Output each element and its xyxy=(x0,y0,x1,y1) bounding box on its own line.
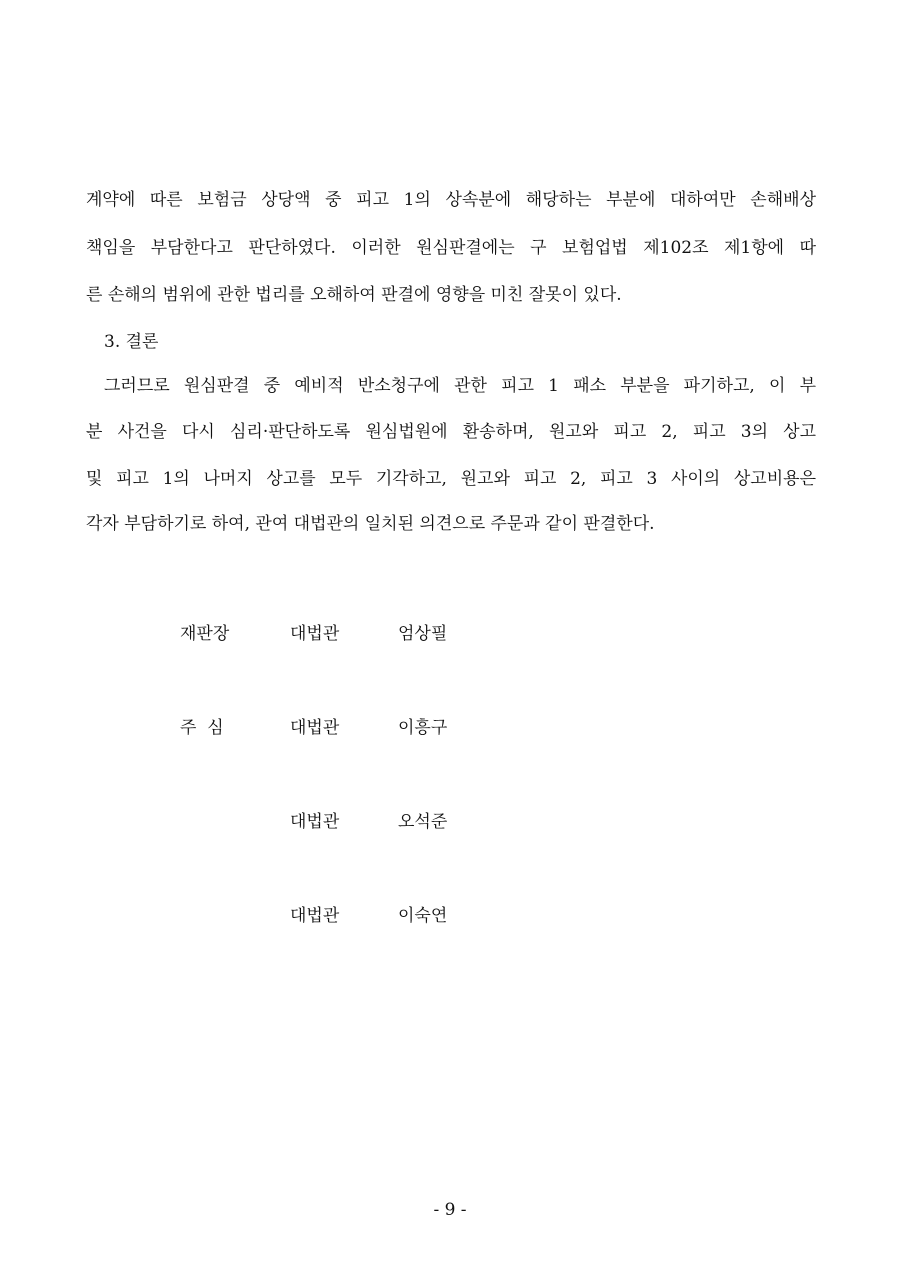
signature-role: 주 심 xyxy=(180,718,224,738)
paragraph-line: 계약에 따른 보험금 상당액 중 피고 1의 상속분에 해당하는 부분에 대하여만 손해배상 xyxy=(86,190,816,210)
page-number: - 9 - xyxy=(433,1200,467,1220)
signature-title: 대법관 xyxy=(290,812,340,832)
signature-role: 재판장 xyxy=(180,624,230,644)
signature-name: 오석준 xyxy=(398,812,448,832)
paragraph-line: 책임을 부담한다고 판단하였다. 이러한 원심판결에는 구 보험업법 제102조 제1항에 따 xyxy=(86,238,816,258)
paragraph-line: 각자 부담하기로 하여, 관여 대법관의 일치된 의견으로 주문과 같이 판결한다. xyxy=(86,514,655,534)
section-heading: 3. 결론 xyxy=(104,332,159,352)
signature-title: 대법관 xyxy=(290,906,340,926)
signature-title: 대법관 xyxy=(290,718,340,738)
signature-name: 엄상필 xyxy=(398,624,448,644)
paragraph-line: 른 손해의 범위에 관한 법리를 오해하여 판결에 영향을 미친 잘못이 있다. xyxy=(86,285,622,305)
signature-title: 대법관 xyxy=(290,624,340,644)
signature-name: 이숙연 xyxy=(398,906,448,926)
paragraph-line: 그러므로 원심판결 중 예비적 반소청구에 관한 피고 1 패소 부분을 파기하고, 이 부 xyxy=(104,376,816,396)
signature-name: 이흥구 xyxy=(398,718,448,738)
paragraph-line: 분 사건을 다시 심리·판단하도록 원심법원에 환송하며, 원고와 피고 2, 피고 3의 상고 xyxy=(86,422,816,442)
paragraph-line: 및 피고 1의 나머지 상고를 모두 기각하고, 원고와 피고 2, 피고 3 사이의 상고비용은 xyxy=(86,469,816,489)
